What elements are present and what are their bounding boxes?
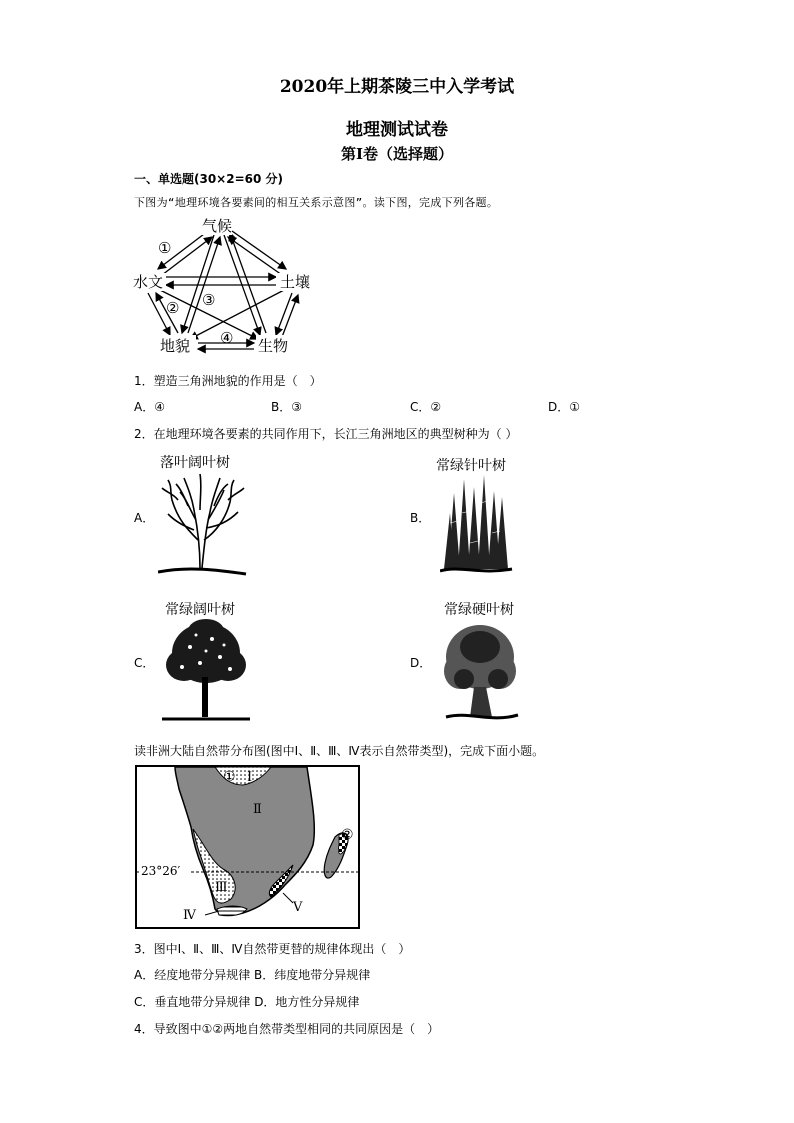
marker-3: ③ bbox=[202, 291, 216, 309]
question-4-text: 4．导致图中①②两地自然带类型相同的共同原因是（ ） bbox=[134, 1022, 440, 1036]
coniferous-tree-image bbox=[440, 473, 515, 581]
exam-subtitle: 地理测试试卷 bbox=[346, 120, 448, 140]
africa-natural-zones-map bbox=[135, 765, 360, 929]
intro-text-1: 下图为“地理环境各要素间的相互关系示意图”。读下图，完成下列各题。 bbox=[134, 196, 499, 209]
tree-label-d: 常绿硬叶树 bbox=[444, 602, 514, 618]
map-zone-5: Ⅴ bbox=[293, 900, 303, 915]
q1-option-c[interactable]: C．② bbox=[410, 400, 442, 414]
marker-4: ④ bbox=[220, 329, 234, 347]
marker-2: ② bbox=[166, 299, 180, 317]
evergreen-broadleaf-tree-image bbox=[160, 617, 252, 725]
node-hydrology: 水文 bbox=[133, 273, 164, 291]
tree-label-c: 常绿阔叶树 bbox=[165, 602, 235, 618]
section-label: 一、单选题(30×2=60 分) bbox=[134, 172, 284, 186]
question-1-text: 1．塑造三角洲地貌的作用是（ ） bbox=[134, 374, 322, 388]
map-marker-2: ② bbox=[341, 827, 354, 843]
sclerophyllous-tree-image bbox=[440, 617, 520, 725]
tree-label-b: 常绿针叶树 bbox=[436, 458, 506, 474]
exam-title: 2020年上期茶陵三中入学考试 bbox=[279, 77, 515, 97]
marker-1: ① bbox=[158, 239, 172, 257]
node-landform: 地貌 bbox=[160, 337, 191, 355]
q2-option-a[interactable]: A． bbox=[134, 511, 155, 525]
question-3-text: 3．图中Ⅰ、Ⅱ、Ⅲ、Ⅳ自然带更替的规律体现出（ ） bbox=[134, 942, 411, 956]
tree-label-a: 落叶阔叶树 bbox=[160, 455, 230, 471]
map-zone-1: Ⅰ bbox=[247, 770, 253, 785]
q1-option-a[interactable]: A．④ bbox=[134, 400, 165, 414]
deciduous-tree-image bbox=[158, 470, 248, 578]
q3-options-row-2[interactable]: C．垂直地带分异规律 D．地方性分异规律 bbox=[134, 995, 360, 1009]
question-2-text: 2．在地理环境各要素的共同作用下，长江三角洲地区的典型树种为（ ） bbox=[134, 427, 518, 441]
q1-option-d[interactable]: D．① bbox=[548, 400, 580, 414]
node-soil: 土壤 bbox=[280, 273, 311, 291]
node-climate: 气候 bbox=[202, 217, 233, 235]
element-relation-diagram bbox=[130, 215, 330, 360]
q1-option-b[interactable]: B．③ bbox=[271, 400, 302, 414]
q3-options-row-1[interactable]: A．经度地带分异规律 B．纬度地带分异规律 bbox=[134, 968, 371, 982]
q2-option-b[interactable]: B． bbox=[410, 511, 431, 525]
map-latitude-label: 23°26′ bbox=[141, 864, 181, 878]
q2-option-c[interactable]: C． bbox=[134, 656, 155, 670]
node-biology: 生物 bbox=[258, 337, 289, 355]
q2-option-d[interactable]: D． bbox=[410, 656, 432, 670]
intro-text-2: 读非洲大陆自然带分布图(图中Ⅰ、Ⅱ、Ⅲ、Ⅳ表示自然带类型)，完成下面小题。 bbox=[134, 744, 545, 758]
map-marker-1: ① bbox=[223, 769, 236, 785]
map-zone-2: Ⅱ bbox=[253, 802, 262, 817]
map-zone-3: Ⅲ bbox=[215, 880, 228, 895]
exam-part: 第Ⅰ卷（选择题） bbox=[340, 145, 454, 163]
map-zone-4: Ⅳ bbox=[183, 908, 196, 923]
